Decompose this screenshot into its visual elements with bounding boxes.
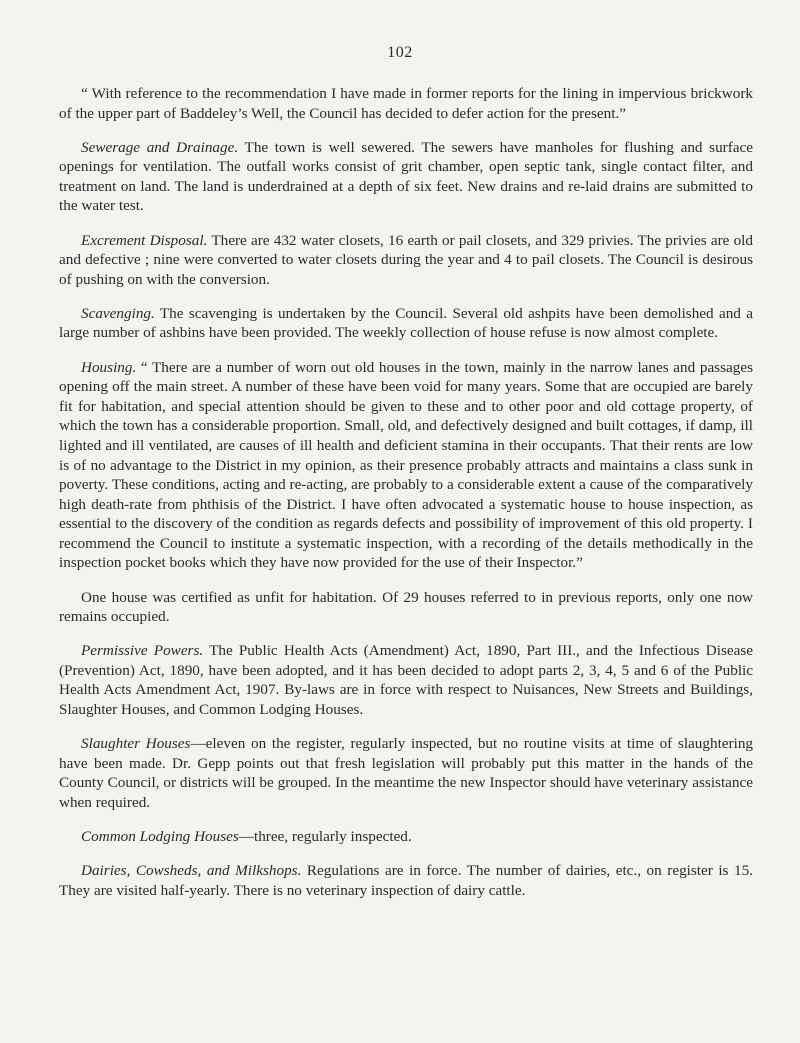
paragraph-scavenging	[59, 304, 753, 343]
section-heading: Dairies, Cowsheds, and Milkshops.	[81, 862, 302, 880]
section-heading: Slaughter Houses	[81, 735, 191, 753]
section-heading: Housing.	[81, 358, 137, 376]
paragraph-permissive-powers	[59, 641, 753, 719]
paragraph-text: One house was certified as unfit for habitation. Of 29 houses referred to in previous reports, only one now remains occupied.	[59, 588, 753, 626]
paragraph-text: —eleven on the register, regularly inspected, but no routine visits at time of slaughtering have been made. Dr. Gepp points out that fresh legislation will probably put this matter in the hands of the County Council, or districts will be grouped. In the meantime the new Inspector should have veterinary assistance when required.	[59, 735, 754, 811]
section-heading: Excrement Disposal.	[81, 231, 208, 249]
paragraph-text: “ With reference to the recommendation I have made in former reports for the lining in impervious brickwork of the upper part of Baddeley’s Well, the Council has decided to defer action for the present.”	[59, 85, 753, 122]
paragraph-sewerage-drainage	[59, 138, 753, 216]
section-heading: Sewerage and Drainage.	[81, 138, 239, 156]
section-heading: Scavenging.	[81, 304, 155, 322]
paragraph-slaughter-houses	[59, 734, 753, 812]
paragraph-baddeleys-well	[59, 84, 753, 123]
paragraph-text: —three, regularly inspected.	[238, 828, 412, 845]
paragraph-text: The Public Health Acts (Amendment) Act, 1890, Part III., and the Infectious Disease (Prevention) Act, 1890, have been adopted, and it has been decided to adopt parts 2, 3, 4, 5 and 6 of the Public Health Acts Amendment Act, 1907. By-laws are in force with respect to Nuisances, New Streets and Buildings, Slaughter Houses, and Common Lodging Houses.	[59, 642, 753, 719]
paragraph-text: The town is well sewered. The sewers have manholes for flushing and surface openings for ventilation. The outfall works consist of grit chamber, open septic tank, single contact filter, and treatment on land. The land is underdrained at a depth of six feet. New drains and re-laid drains are submitted to the water test.	[59, 138, 754, 215]
section-heading: Permissive Powers.	[81, 642, 204, 660]
section-heading: Common Lodging Houses	[81, 828, 239, 845]
page-number: 102	[387, 44, 413, 61]
page-body	[59, 84, 753, 915]
paragraph-text: Regulations are in force. The number of dairies, etc., on register is 15. They are visited half-yearly. There is no veterinary inspection of dairy cattle.	[59, 862, 753, 899]
paragraph-text: “ There are a number of worn out old houses in the town, mainly in the narrow lanes and passages opening off the main street. A number of these have been void for many years. Some that are occupied are barely fit for habitation, and special attention should be given to these and to other poor and old cottage property, of which the town has a considerable proportion. Small, old, and defectively designed and built cottages, if damp, ill lighted and ill ventilated, are causes of ill health and deficient stamina in their occupants. That their rents are low is of no advantage to the District in my opinion, as their presence probably attracts and maintains a class sunk in poverty. These conditions, acting and re-acting, are probably to a considerable extent a cause of the comparatively high death-rate from phthisis of the District. I have often advocated a systematic house to house inspection, as essential to the discovery of the condition as regards defects and possibility of improvement of this old property. I recommend the Council to institute a systematic inspection, with a recording of the details methodically in the inspection pocket books which they have now provided for the use of their Inspector.”	[59, 358, 753, 572]
paragraph-text: There are 432 water closets, 16 earth or pail closets, and 329 privies. The privies are old and defective ; nine were converted to water closets during the year and 4 to pail closets. The Council is desirous of pushing on with the conversion.	[59, 231, 753, 288]
paragraph-excrement-disposal	[59, 231, 753, 290]
paragraph-dairies	[59, 861, 753, 900]
paragraph-housing	[59, 358, 753, 574]
paragraph-common-lodging-houses	[59, 827, 753, 847]
paragraph-text: The scavenging is undertaken by the Council. Several old ashpits have been demolished and a large number of ashbins have been provided. The weekly collection of house refuse is now almost complete.	[59, 304, 753, 342]
paragraph-unfit-houses	[59, 588, 753, 627]
